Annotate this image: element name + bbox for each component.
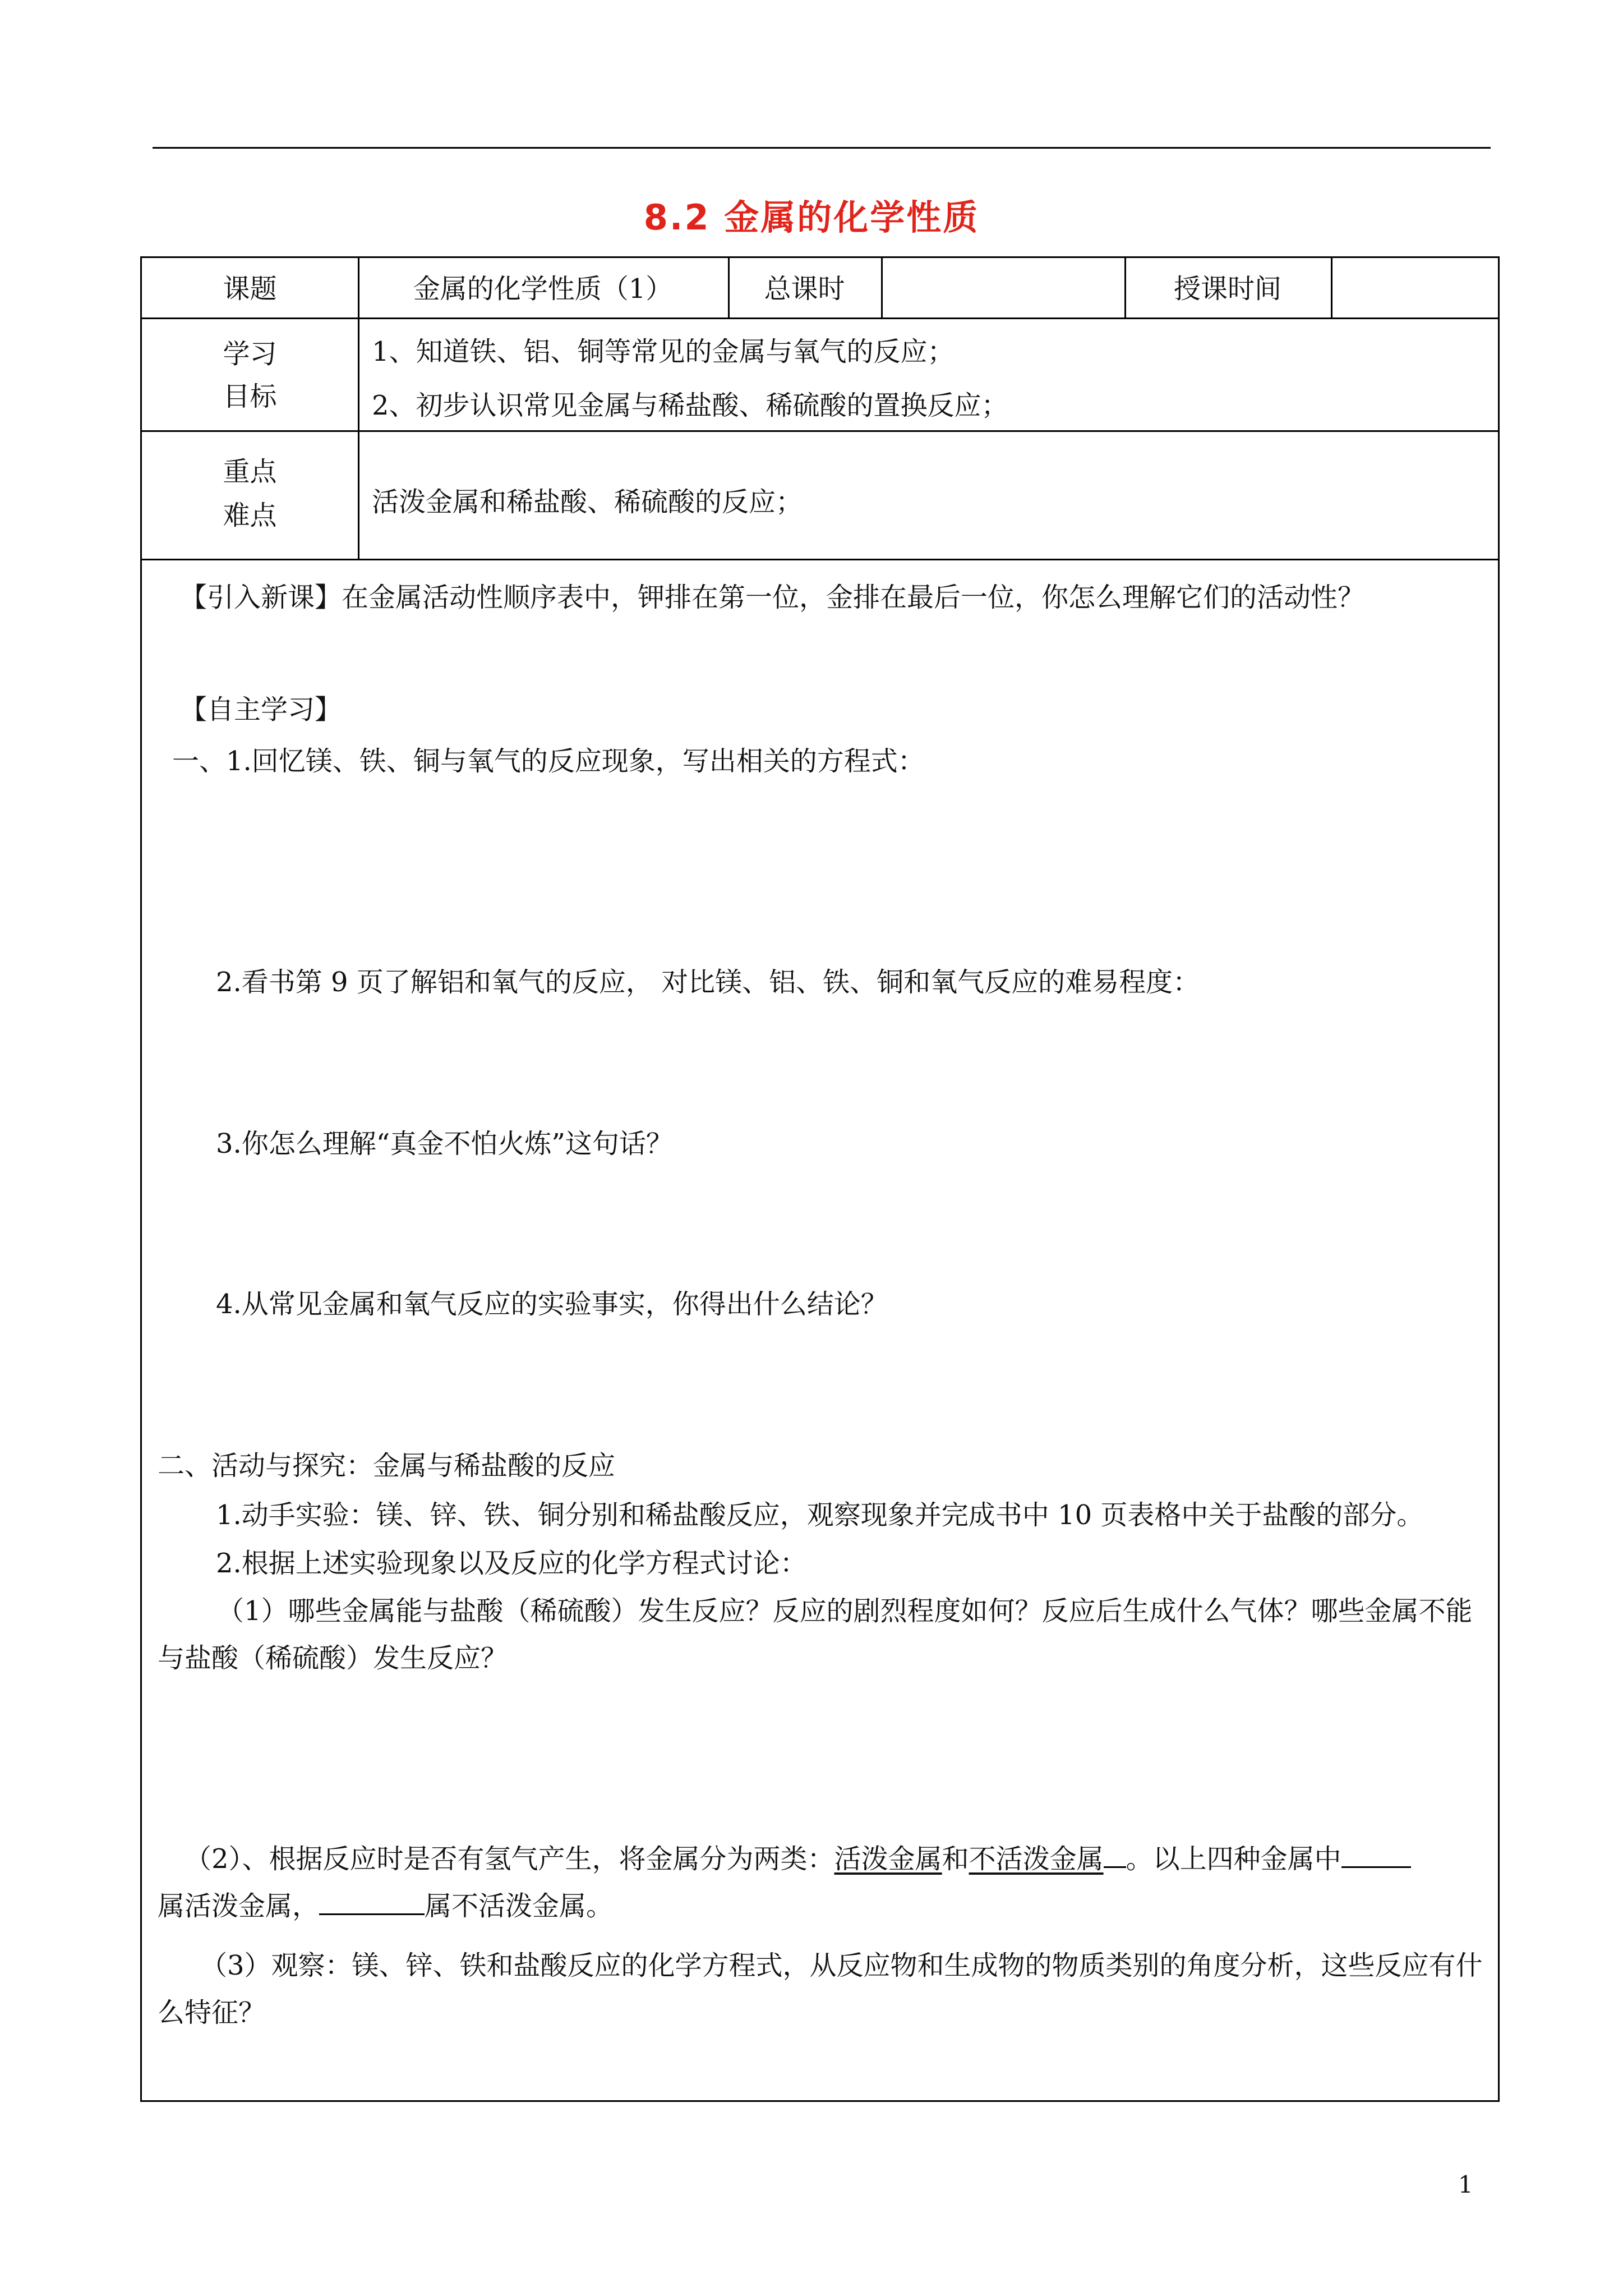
- topic-label: 课题: [223, 273, 277, 305]
- active-metal-term: 活泼金属: [834, 1843, 942, 1875]
- question-2-2-2: [158, 1835, 1487, 1930]
- section-2-heading: 二、活动与探究：金属与稀盐酸的反应: [158, 1450, 616, 1481]
- question-1-1: 一、1.回忆镁、铁、铜与氧气的反应现象，写出相关的方程式：: [172, 746, 925, 777]
- objective-item: 1、知道铁、铝、铜等常见的金属与氧气的反应；: [372, 336, 955, 367]
- keypoints-value: 活泼金属和稀盐酸、稀硫酸的反应；: [372, 486, 803, 518]
- question-2-2: 2.根据上述实验现象以及反应的化学方程式讨论：: [216, 1548, 807, 1579]
- document-title: 8.2 金属的化学性质: [643, 197, 980, 238]
- column-divider: [1331, 258, 1332, 318]
- inactive-metal-term: 不活泼金属: [969, 1843, 1104, 1875]
- question-2-2-2-line2-b: 属不活泼金属。: [425, 1890, 614, 1922]
- question-2-2-3: [158, 1942, 1487, 2036]
- question-2-2-1: [158, 1588, 1487, 1682]
- question-1-3: 3.你怎么理解“真金不怕火炼”这句话？: [216, 1128, 673, 1159]
- question-2-2-2-prefix: （2）、根据反应时是否有氢气产生，将金属分为两类：: [185, 1843, 834, 1875]
- question-1-4: 4.从常见金属和氧气反应的实验事实，你得出什么结论？: [216, 1289, 888, 1320]
- self-study-heading: 【自主学习】: [180, 694, 342, 725]
- question-1-2: 2.看书第 9 页了解铝和氧气的反应， 对比镁、铝、铁、铜和氧气反应的难易程度：: [216, 967, 1200, 998]
- keypoints-label-line2: 难点: [223, 500, 277, 531]
- conjunction: 和: [942, 1843, 969, 1875]
- teaching-time-label: 授课时间: [1173, 273, 1281, 305]
- topic-value: 金属的化学性质（1）: [413, 273, 673, 305]
- question-2-2-1-text: （1）哪些金属能与盐酸（稀硫酸）发生反应？反应的剧烈程度如何？反应后生成什么气体？哪些金属不能与盐酸（稀硫酸）发生反应？: [158, 1595, 1473, 1674]
- header-rule: [153, 147, 1491, 149]
- keypoints-label-line1: 重点: [223, 456, 277, 487]
- answer-blank-active[interactable]: [1341, 1865, 1411, 1868]
- row-divider: [142, 559, 1498, 560]
- objectives-label-line1: 学习: [223, 338, 277, 370]
- question-2-2-2-mid: 。以上四种金属中: [1126, 1843, 1341, 1875]
- row-divider: [142, 318, 1498, 319]
- question-2-2-3-text: （3）观察：镁、锌、铁和盐酸反应的化学方程式，从反应物和生成物的物质类别的角度分析，这些反应有什么特征？: [158, 1950, 1483, 2028]
- column-divider: [881, 258, 883, 318]
- underline-gap: [1104, 1865, 1126, 1868]
- total-hours-label: 总课时: [764, 273, 845, 305]
- question-2-2-2-line2-a: 属活泼金属，: [158, 1890, 320, 1922]
- page-number: 1: [1458, 2171, 1473, 2198]
- lesson-plan-table: [140, 256, 1500, 2102]
- question-2-1: 1.动手实验：镁、锌、铁、铜分别和稀盐酸反应，观察现象并完成书中 10 页表格中关于盐酸的部分。: [216, 1499, 1424, 1531]
- objectives-label-line2: 目标: [223, 381, 277, 412]
- answer-blank-inactive[interactable]: [319, 1912, 425, 1915]
- objective-item: 2、初步认识常见金属与稀盐酸、稀硫酸的置换反应；: [372, 390, 1008, 421]
- row-divider: [142, 430, 1498, 432]
- intro-paragraph: 【引入新课】在金属活动性顺序表中，钾排在第一位，金排在最后一位，你怎么理解它们的活动性？: [180, 582, 1365, 613]
